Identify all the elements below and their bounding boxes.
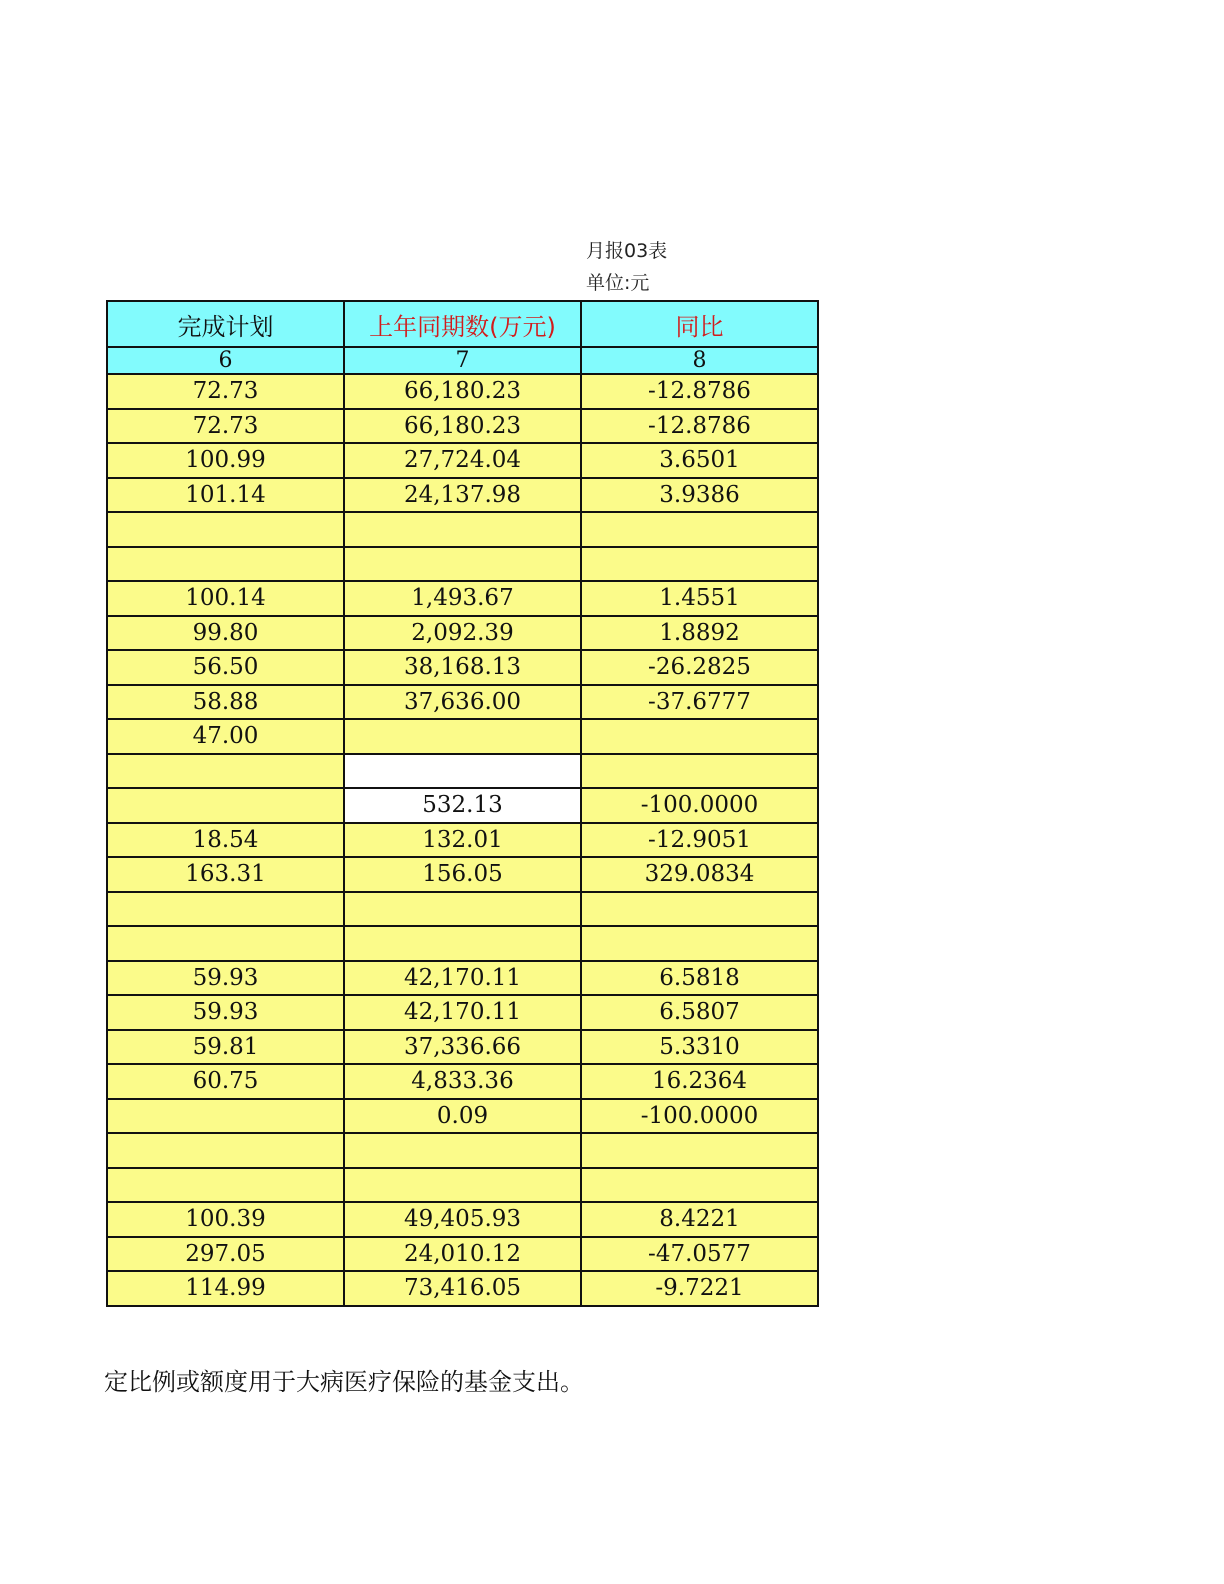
- column-number: 8: [581, 347, 818, 374]
- cell-completion-plan: 60.75: [107, 1064, 344, 1099]
- cell-completion-plan: 72.73: [107, 409, 344, 444]
- cell-yoy-change: 6.5807: [581, 995, 818, 1030]
- cell-yoy-change: -12.9051: [581, 823, 818, 858]
- cell-yoy-change: -37.6777: [581, 685, 818, 720]
- header-completion-plan: 完成计划: [107, 301, 344, 347]
- cell-prior-year-amount: [344, 719, 581, 754]
- cell-yoy-change: 3.6501: [581, 443, 818, 478]
- cell-completion-plan: 100.39: [107, 1202, 344, 1237]
- cell-prior-year-amount: [344, 892, 581, 927]
- cell-prior-year-amount: [344, 1168, 581, 1203]
- header-prior-year-amount: 上年同期数(万元): [344, 301, 581, 347]
- table-row: [107, 1133, 818, 1168]
- cell-prior-year-amount: 37,636.00: [344, 685, 581, 720]
- cell-completion-plan: [107, 1133, 344, 1168]
- table-row: [107, 926, 818, 961]
- table-row: [107, 961, 818, 996]
- cell-completion-plan: 59.93: [107, 961, 344, 996]
- table-row: [107, 1099, 818, 1134]
- cell-prior-year-amount: 0.09: [344, 1099, 581, 1134]
- cell-completion-plan: 18.54: [107, 823, 344, 858]
- cell-yoy-change: [581, 547, 818, 582]
- column-number: 6: [107, 347, 344, 374]
- cell-yoy-change: -100.0000: [581, 788, 818, 823]
- cell-yoy-change: -9.7221: [581, 1271, 818, 1306]
- column-number-row: [107, 347, 818, 374]
- cell-yoy-change: 16.2364: [581, 1064, 818, 1099]
- cell-prior-year-amount: [344, 1133, 581, 1168]
- cell-completion-plan: 99.80: [107, 616, 344, 651]
- report-id: 月报03表: [586, 240, 668, 262]
- cell-yoy-change: 3.9386: [581, 478, 818, 513]
- data-table: [106, 300, 819, 1307]
- cell-completion-plan: 59.93: [107, 995, 344, 1030]
- cell-prior-year-amount: 66,180.23: [344, 374, 581, 409]
- cell-completion-plan: [107, 547, 344, 582]
- cell-prior-year-amount: 38,168.13: [344, 650, 581, 685]
- cell-completion-plan: [107, 512, 344, 547]
- cell-prior-year-amount: 2,092.39: [344, 616, 581, 651]
- cell-completion-plan: 100.14: [107, 581, 344, 616]
- cell-prior-year-amount: [344, 512, 581, 547]
- cell-yoy-change: -26.2825: [581, 650, 818, 685]
- table-row: [107, 650, 818, 685]
- cell-completion-plan: [107, 1168, 344, 1203]
- table-row: [107, 616, 818, 651]
- cell-prior-year-amount: 4,833.36: [344, 1064, 581, 1099]
- report-unit: 单位:元: [586, 272, 650, 294]
- cell-prior-year-amount: 156.05: [344, 857, 581, 892]
- cell-completion-plan: 101.14: [107, 478, 344, 513]
- cell-prior-year-amount: 27,724.04: [344, 443, 581, 478]
- table-row: [107, 1030, 818, 1065]
- cell-yoy-change: 5.3310: [581, 1030, 818, 1065]
- table-row: [107, 788, 818, 823]
- cell-completion-plan: [107, 754, 344, 789]
- cell-completion-plan: 163.31: [107, 857, 344, 892]
- cell-prior-year-amount: 37,336.66: [344, 1030, 581, 1065]
- cell-yoy-change: 8.4221: [581, 1202, 818, 1237]
- table-row: [107, 581, 818, 616]
- cell-prior-year-amount: 66,180.23: [344, 409, 581, 444]
- cell-completion-plan: 297.05: [107, 1237, 344, 1272]
- cell-yoy-change: [581, 892, 818, 927]
- table-row: [107, 547, 818, 582]
- column-number: 7: [344, 347, 581, 374]
- cell-completion-plan: 59.81: [107, 1030, 344, 1065]
- cell-prior-year-amount: 73,416.05: [344, 1271, 581, 1306]
- table-row: [107, 478, 818, 513]
- cell-yoy-change: 329.0834: [581, 857, 818, 892]
- table-row: [107, 1064, 818, 1099]
- cell-yoy-change: -47.0577: [581, 1237, 818, 1272]
- cell-completion-plan: [107, 892, 344, 927]
- cell-completion-plan: 58.88: [107, 685, 344, 720]
- cell-prior-year-amount: 42,170.11: [344, 995, 581, 1030]
- cell-completion-plan: 114.99: [107, 1271, 344, 1306]
- cell-yoy-change: 1.8892: [581, 616, 818, 651]
- cell-completion-plan: 47.00: [107, 719, 344, 754]
- cell-yoy-change: [581, 512, 818, 547]
- cell-yoy-change: -100.0000: [581, 1099, 818, 1134]
- cell-completion-plan: 100.99: [107, 443, 344, 478]
- cell-yoy-change: -12.8786: [581, 409, 818, 444]
- cell-yoy-change: [581, 1168, 818, 1203]
- table-row: [107, 719, 818, 754]
- cell-yoy-change: [581, 719, 818, 754]
- cell-yoy-change: -12.8786: [581, 374, 818, 409]
- cell-prior-year-amount: 24,010.12: [344, 1237, 581, 1272]
- table-row: [107, 374, 818, 409]
- header-yoy-change: 同比: [581, 301, 818, 347]
- cell-completion-plan: 56.50: [107, 650, 344, 685]
- cell-yoy-change: [581, 754, 818, 789]
- cell-prior-year-amount: 532.13: [344, 788, 581, 823]
- cell-prior-year-amount: 132.01: [344, 823, 581, 858]
- table-row: [107, 754, 818, 789]
- cell-completion-plan: [107, 926, 344, 961]
- cell-yoy-change: [581, 926, 818, 961]
- cell-prior-year-amount: [344, 547, 581, 582]
- cell-prior-year-amount: [344, 754, 581, 789]
- cell-yoy-change: 1.4551: [581, 581, 818, 616]
- cell-yoy-change: [581, 1133, 818, 1168]
- table-row: [107, 892, 818, 927]
- cell-yoy-change: 6.5818: [581, 961, 818, 996]
- table-row: [107, 1168, 818, 1203]
- table-row: [107, 995, 818, 1030]
- table-row: [107, 685, 818, 720]
- cell-prior-year-amount: [344, 926, 581, 961]
- footnote-text: 定比例或额度用于大病医疗保险的基金支出。: [104, 1368, 584, 1396]
- cell-prior-year-amount: 24,137.98: [344, 478, 581, 513]
- table-row: [107, 443, 818, 478]
- table-row: [107, 1237, 818, 1272]
- header-row: [107, 301, 818, 347]
- table-row: [107, 823, 818, 858]
- cell-prior-year-amount: 1,493.67: [344, 581, 581, 616]
- cell-prior-year-amount: 49,405.93: [344, 1202, 581, 1237]
- table-row: [107, 512, 818, 547]
- table-row: [107, 409, 818, 444]
- table-row: [107, 1202, 818, 1237]
- cell-completion-plan: [107, 1099, 344, 1134]
- table-row: [107, 857, 818, 892]
- table-row: [107, 1271, 818, 1306]
- cell-completion-plan: 72.73: [107, 374, 344, 409]
- cell-prior-year-amount: 42,170.11: [344, 961, 581, 996]
- cell-completion-plan: [107, 788, 344, 823]
